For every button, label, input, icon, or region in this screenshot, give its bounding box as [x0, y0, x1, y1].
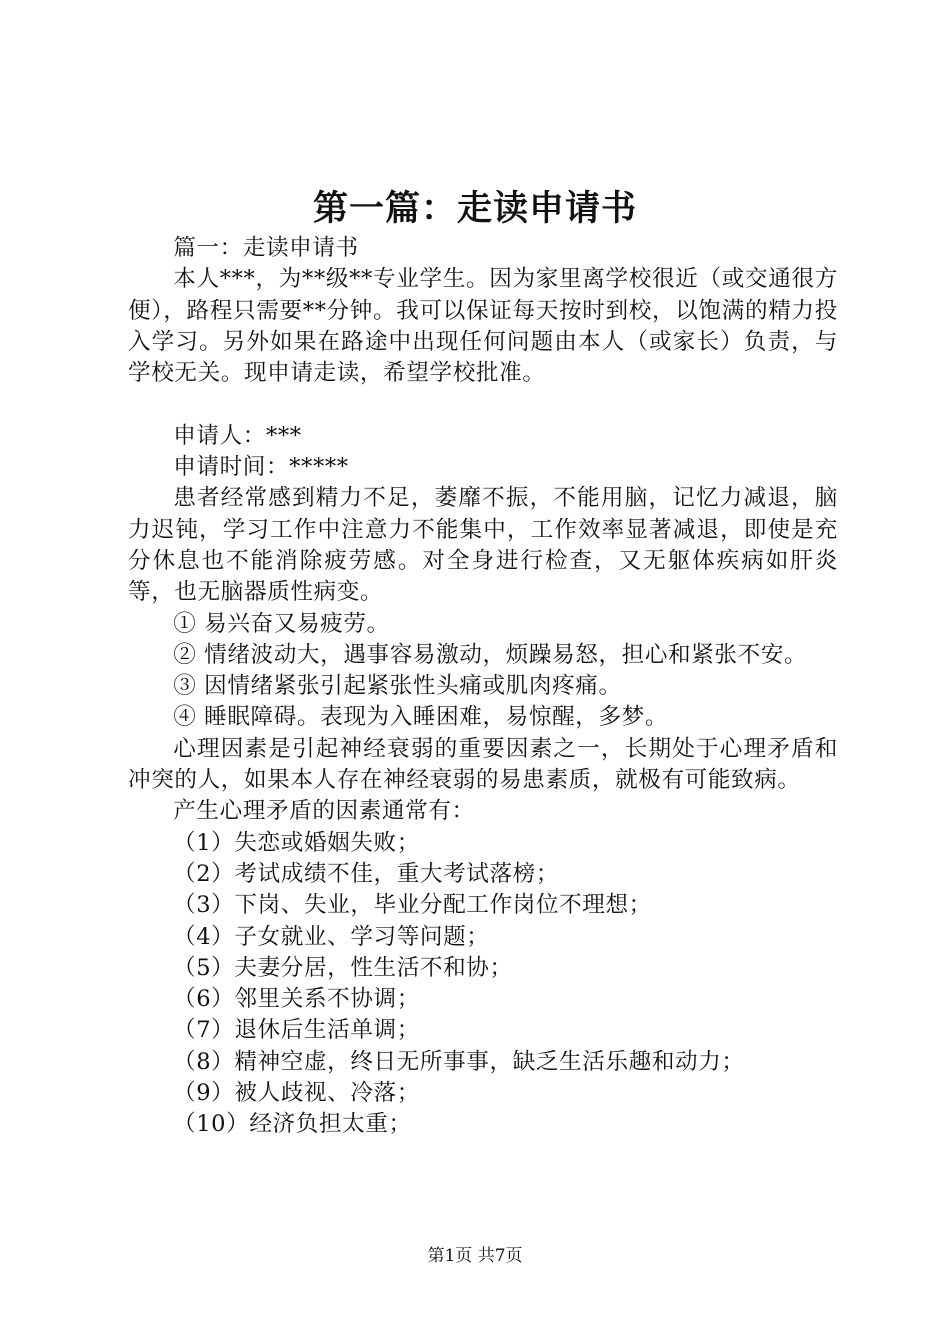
- symptom-item: ③ 因情绪紧张引起紧张性头痛或肌肉疼痛。: [173, 673, 622, 700]
- list-item: （2）考试成绩不佳，重大考试落榜；: [173, 860, 560, 887]
- document-body: [128, 233, 838, 1141]
- page-footer: 第1页 共7页: [427, 1246, 523, 1266]
- list-item: （5）夫妻分居，性生活不和协；: [173, 954, 513, 981]
- list-item: （1）失恋或婚姻失败；: [173, 829, 420, 856]
- symptom-item: ② 情绪波动大，遇事容易激动，烦躁易怒，担心和紧张不安。: [173, 641, 808, 668]
- psychology-paragraph: 心理因素是引起神经衰弱的重要因素之一，长期处于心理矛盾和冲突的人，如果本人存在神经衰弱的易患素质，就极有可能致病。: [128, 735, 838, 794]
- page-title: 第一篇：走读申请书: [312, 188, 637, 229]
- list-item: （10）经济负担太重；: [173, 1111, 412, 1138]
- symptoms-paragraph: 患者经常感到精力不足，萎靡不振，不能用脑，记忆力减退，脑力迟钝，学习工作中注意力不能集中，工作效率显著减退，即使是充分休息也不能消除疲劳感。对全身进行检查，又无躯体疾病如肝炎等，也无脑器质性病变。: [128, 485, 838, 606]
- list-item: （4）子女就业、学习等问题；: [173, 923, 490, 950]
- section-heading: 篇一：走读申请书: [173, 235, 359, 261]
- list-item: （3）下岗、失业，毕业分配工作岗位不理想；: [173, 892, 652, 919]
- list-item: （8）精神空虚，终日无所事事，缺乏生活乐趣和动力；: [173, 1048, 745, 1075]
- application-date-line: 申请时间：*****: [173, 454, 349, 481]
- list-item: （7）退休后生活单调；: [173, 1017, 420, 1044]
- factors-intro: 产生心理矛盾的因素通常有：: [173, 798, 475, 825]
- symptom-item: ① 易兴奋又易疲劳。: [173, 610, 390, 637]
- application-paragraph: 本人***，为**级**专业学生。因为家里离学校很近（或交通很方便），路程只需要**分钟。我可以保证每天按时到校，以饱满的精力投入学习。另外如果在路途中出现任何问题由本人（或家长）负责，与学校无关。现申请走读，希望学校批准。: [128, 266, 838, 387]
- applicant-line: 申请人：***: [173, 422, 302, 449]
- symptom-item: ④ 睡眠障碍。表现为入睡困难，易惊醒，多梦。: [173, 704, 669, 731]
- list-item: （6）邻里关系不协调；: [173, 986, 420, 1013]
- list-item: （9）被人歧视、冷落；: [173, 1080, 420, 1107]
